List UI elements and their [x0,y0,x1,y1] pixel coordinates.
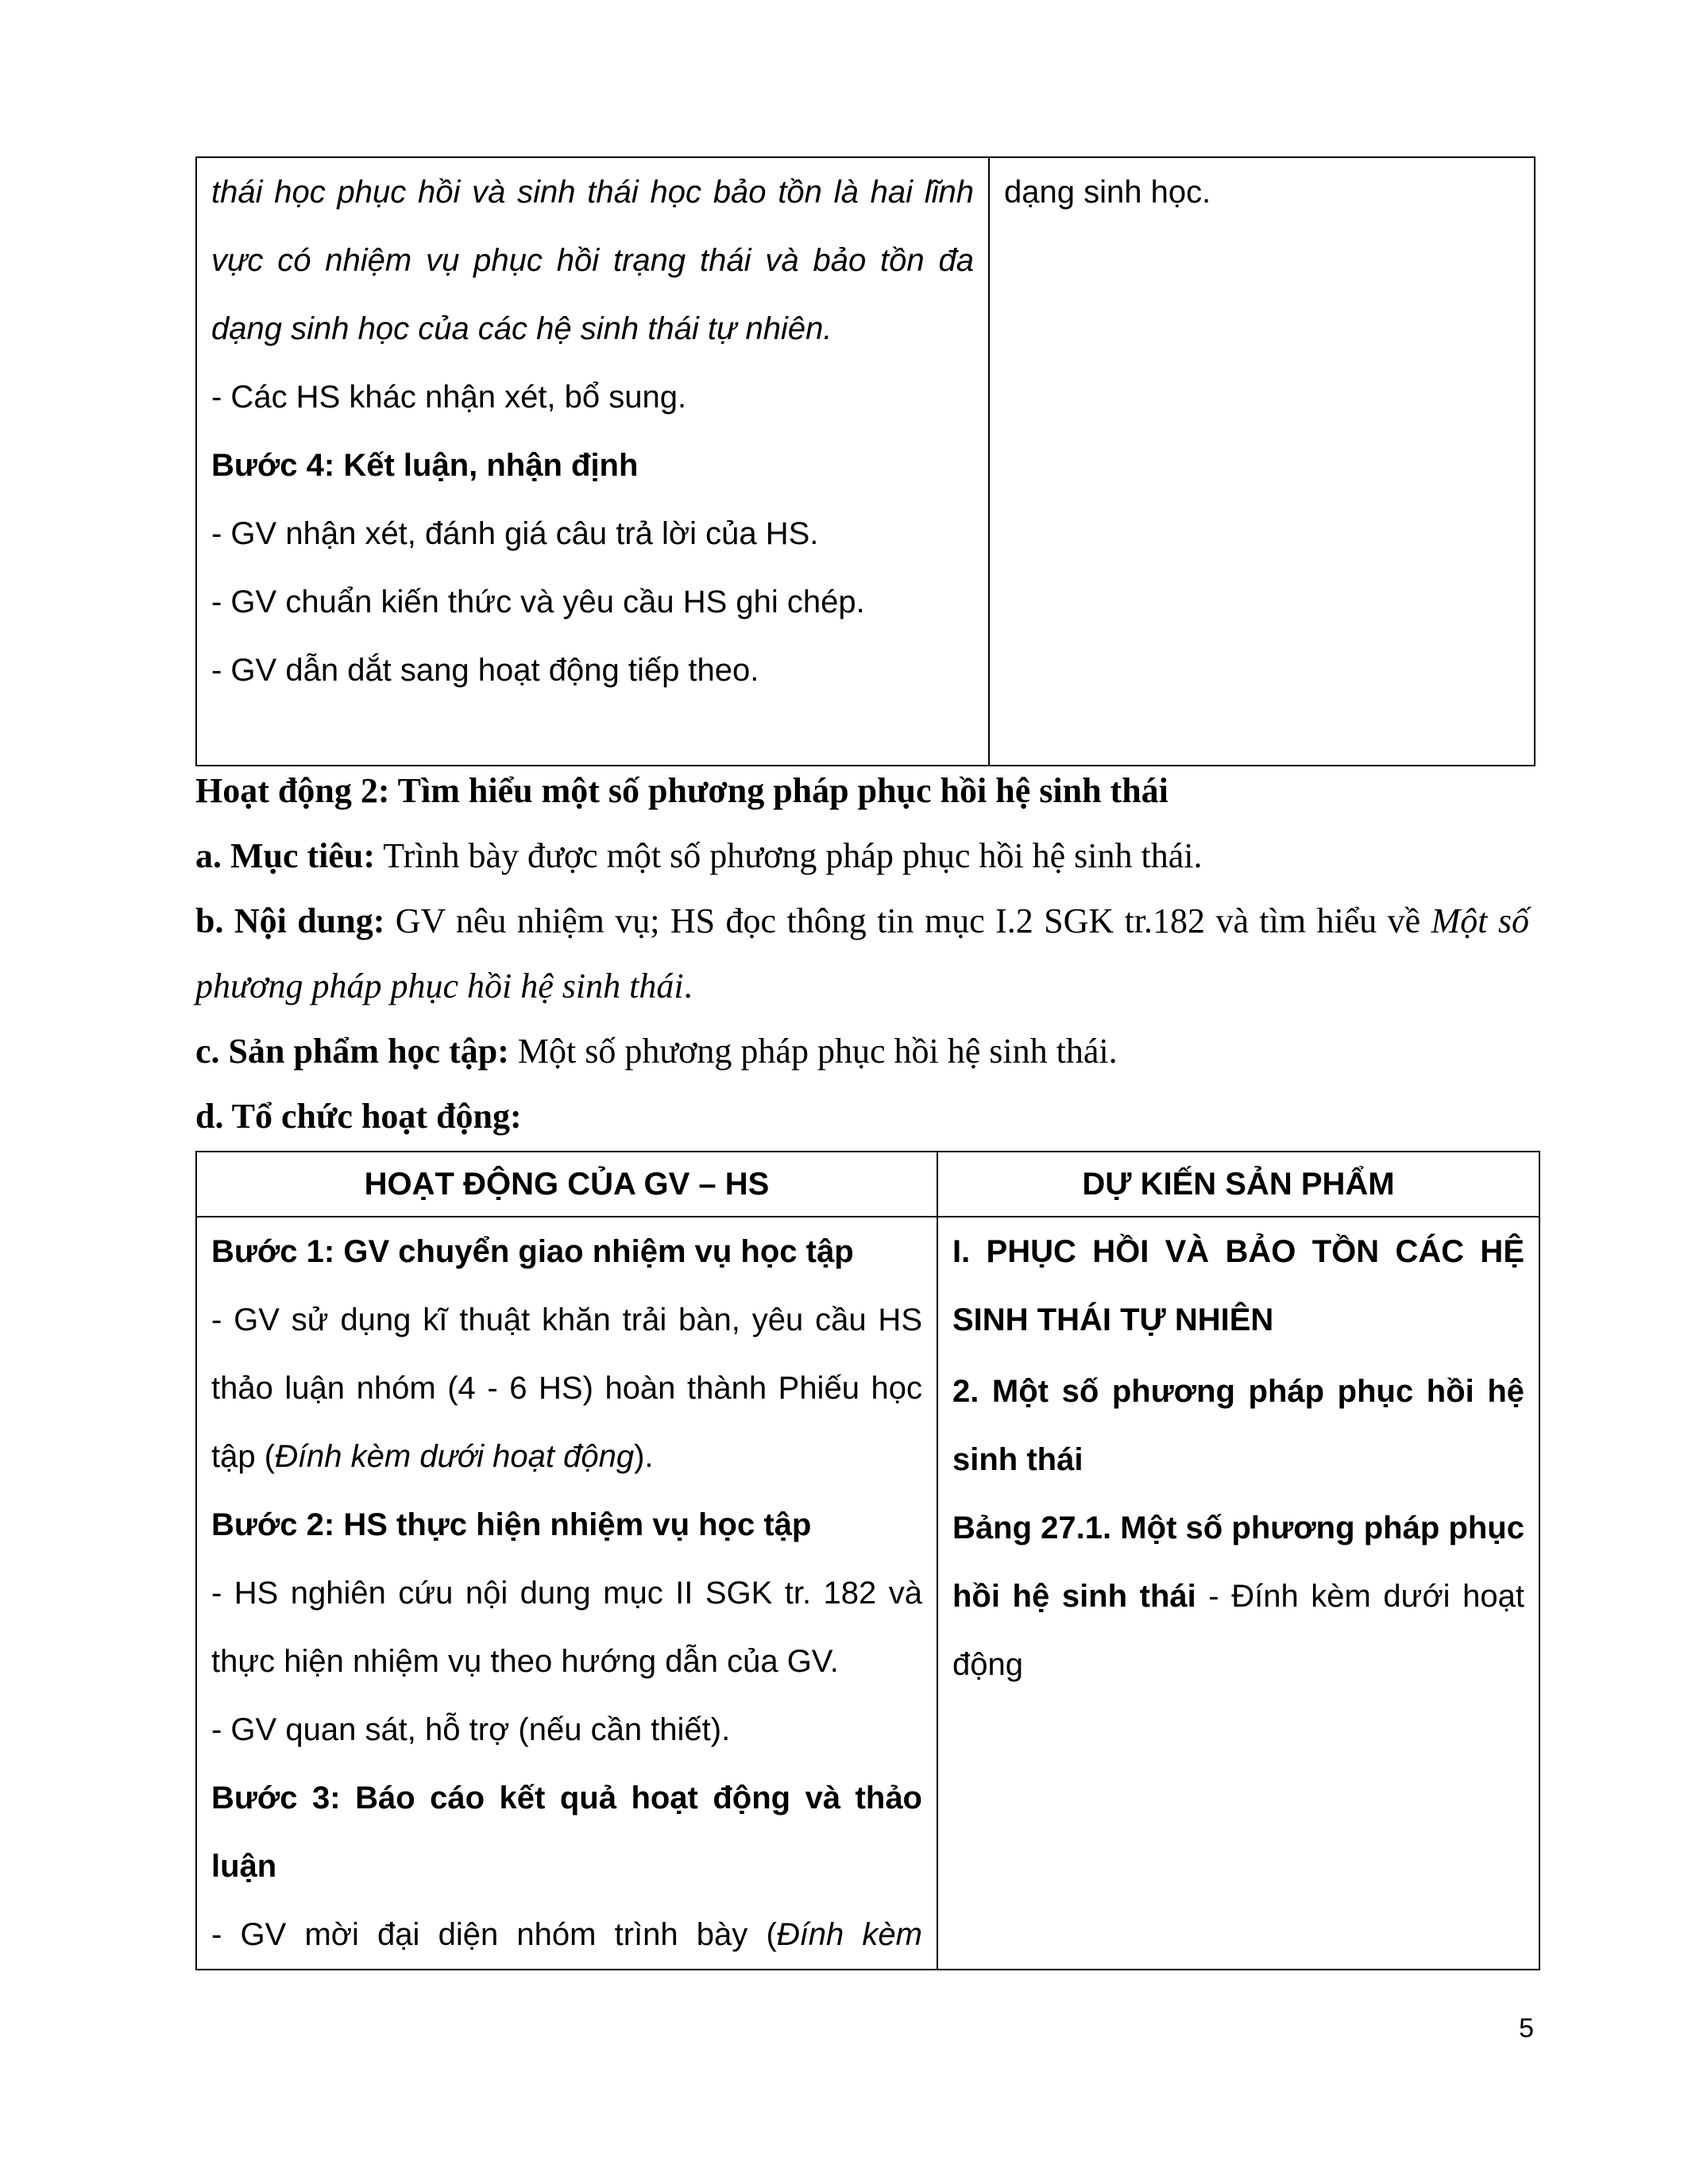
content-paragraph [195,889,1529,1019]
step-heading: Bước 3: Báo cáo kết quả hoạt động và thảo luận [211,1781,922,1884]
teacher-student-activity-cell [196,157,989,766]
organization-heading: d. Tổ chức hoạt động: [195,1097,522,1136]
content-italic-text: Một số phương pháp phục hồi hệ sinh thái [195,901,1530,1005]
cell-paragraph: dạng sinh học. [1004,175,1211,210]
column-header-product: DỰ KIẾN SẢN PHẨM [937,1152,1539,1217]
step-heading: Bước 4: Kết luận, nhận định [211,448,639,483]
product-section-title: I. PHỤC HỒI VÀ BẢO TỒN CÁC HỆ SINH THÁI TỰ NHIÊN [952,1234,1524,1337]
step3-text: - GV mời đại diện nhóm trình bày ( [211,1917,777,1952]
table-reference-label: Bảng 27.1. Một số phương pháp phục hồi hệ sinh thái [952,1511,1524,1614]
cell-paragraph: - HS nghiên cứu nội dung mục II SGK tr. 182 và thực hiện nhiệm vụ theo hướng dẫn của GV. [211,1576,922,1679]
page-number: 5 [1519,2013,1534,2043]
content-label: b. Nội dung: [195,901,385,940]
objective-text: Trình bày được một số phương pháp phục hồi hệ sinh thái. [375,836,1203,875]
activity-table [195,1151,1540,1970]
table-reference-note: - Đính kèm dưới hoạt động [952,1579,1524,1682]
cell-paragraph: - GV quan sát, hỗ trợ (nếu cần thiết). [211,1712,731,1747]
product-text: Một số phương pháp phục hồi hệ sinh thái. [508,1032,1118,1071]
cell-paragraph: - Các HS khác nhận xét, bổ sung. [211,380,687,415]
objective-label: a. Mục tiêu: [195,836,376,875]
cell-paragraph [211,1286,922,1491]
table-reference [952,1494,1524,1699]
activity-heading: Hoạt động 2: Tìm hiểu một số phương pháp phục hồi hệ sinh thái [195,771,1168,810]
table-row [196,157,1535,766]
column-header-activity: HOẠT ĐỘNG CỦA GV – HS [196,1152,937,1217]
content-text: GV nêu nhiệm vụ; HS đọc thông tin mục I.2 SGK tr.182 và tìm hiểu về [384,901,1431,940]
table-row [196,1217,1539,1970]
expected-product-cell [989,157,1535,766]
step1-end: ). [634,1439,654,1474]
continued-activity-table [195,156,1535,766]
product-subsection-title: 2. Một số phương pháp phục hồi hệ sinh thái [952,1374,1524,1477]
step1-italic-text: Đính kèm dưới hoạt động [275,1439,635,1474]
table-header-row [196,1152,1539,1217]
cell-paragraph: thái học phục hồi và sinh thái học bảo tồn là hai lĩnh vực có nhiệm vụ phục hồi trạng thái và bảo tồn đa dạng sinh học của các hệ sinh thái tự nhiên. [211,175,974,346]
teacher-student-activity-cell [196,1217,937,1970]
objective-line [195,824,1529,889]
step-heading: Bước 2: HS thực hiện nhiệm vụ học tập [211,1507,812,1542]
cell-paragraph: - GV dẫn dắt sang hoạt động tiếp theo. [211,653,759,688]
expected-product-cell [937,1217,1539,1970]
step3-italic-text: Đính kèm [776,1917,923,1952]
content-end: . [683,967,693,1005]
activity-section [195,758,1529,1149]
cell-paragraph: - GV nhận xét, đánh giá câu trả lời của HS. [211,516,819,551]
cell-paragraph [211,1900,922,1969]
product-label: c. Sản phẩm học tập: [195,1032,509,1071]
step1-text: - GV sử dụng kĩ thuật khăn trải bàn, yêu cầu HS thảo luận nhóm (4 - 6 HS) hoàn thành Phiếu học tập ( [211,1302,922,1474]
cell-paragraph: - GV chuẩn kiến thức và yêu cầu HS ghi chép. [211,585,865,619]
step-heading: Bước 1: GV chuyển giao nhiệm vụ học tập [211,1234,854,1269]
product-line [195,1019,1529,1084]
